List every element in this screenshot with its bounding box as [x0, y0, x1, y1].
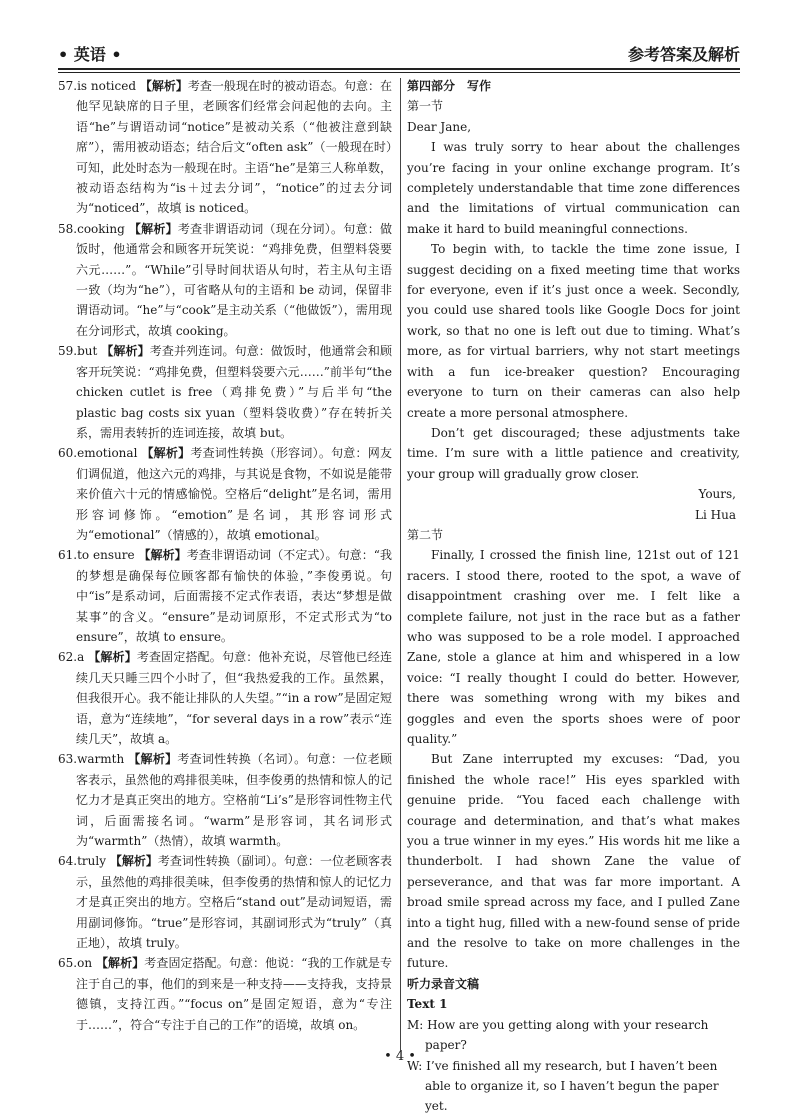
column-divider [400, 78, 401, 1050]
page-header [58, 42, 740, 64]
answer-item: 64.truly 【解析】考查词性转换（副词）。句意：一位老顾客表示，虽然他的鸡排很美味，但李俊勇的热情和惊人的记忆力才是真正突出的地方。空格后“stand out”是动词短语，需用副词修饰。“true”是形容词，其副词形式为“truly”（真正地），故填 truly。 [58, 854, 392, 951]
story-paragraph: But Zane interrupted my excuses: “Dad, you finished the whole race!” His eyes sparkled with genuine pride. “You faced each challenge with courage and determination, and that’s what makes you a true winner in my eyes.” His words hit me like a thunderbolt. I had shown Zane the value of perseverance, and that was far more important. A broad smile spread across my face, and I pulled Zane into a tight hug, filled with a new-found sense of pride and the resolve to take on more challenges in the future. [407, 752, 740, 971]
letter-paragraph: I was truly sorry to hear about the challenges you’re facing in your online exchange program. It’s completely understandable that time zone differences and the limitations of virtual communication can make it hard to build meaningful connections. [407, 140, 740, 236]
letter-closing: Yours, [698, 487, 736, 502]
dialogue-line: M: How are you getting along with your research paper? [407, 1017, 709, 1053]
text-label: Text 1 [407, 997, 448, 1012]
section-title: 参考答案及解析 [627, 45, 740, 64]
header-rule-thin [58, 72, 740, 73]
answer-column [58, 76, 392, 1035]
answer-item: 57.is noticed 【解析】考查一般现在时的被动语态。句意：在他罕见缺席的日子里，老顾客们经常会问起他的去向。主语“he”与谓语动词“notice”是被动关系（“他被注意到缺席”），需用被动语态；结合后文“often ask”（一般现在时）可知，此处时态为一般现在时。主语“he”是第三人称单数，被动语态结构为“is＋过去分词”，“notice”的过去分词为“noticed”，故填 is noticed。 [58, 79, 392, 216]
answer-item: 62.a 【解析】考查固定搭配。句意：他补充说，尽管他已经连续几天只睡三四个小时了，但“我热爱我的工作。虽然累，但我很开心。我不能让排队的人失望。”“in a row”是固定短语，意为“连续地”，“for several days in a row”表示“连续几天”，故填 a。 [58, 650, 392, 746]
subject-label: • 英语 • [58, 45, 122, 64]
dialogue-line: W: I’ve finished all my research, but I haven’t been able to organize it, so I haven’t begun the paper yet. [407, 1058, 719, 1114]
letter-paragraph: To begin with, to tackle the time zone issue, I suggest deciding on a fixed meeting time that works for everyone, even if it’s just once a week. Secondly, you could use shared tools like Google Docs for joint work, so that no one is left out due to timing. What’s more, as for virtual barriers, why not start meetings with a fun ice-breaker question? Encouraging everyone to turn on their cameras can also help create a more personal atmosphere. [407, 242, 740, 420]
answer-item: 65.on 【解析】考查固定搭配。句意：他说：“我的工作就是专注于自己的事，他们的到来是一种支持——支持我，支持景德镇，支持江西。”“focus on”是固定短语，意为“专注于……”，符合“专注于自己的工作”的语境，故填 on。 [58, 956, 392, 1032]
letter-signature: Li Hua [695, 507, 736, 522]
page-number: • 4 • [384, 1049, 416, 1064]
section-heading: 第二节 [407, 527, 444, 542]
section-heading: 第一节 [407, 99, 444, 114]
answer-item: 61.to ensure 【解析】考查非谓语动词（不定式）。句意：“我的梦想是确保每位顾客都有愉快的体验，”李俊勇说。句中“is”是系动词，后面需接不定式作表语，表达“梦想是做某事”的含义。“ensure”是动词原形，不定式形式为“to ensure”，故填 to ensure。 [58, 548, 392, 644]
answer-item: 58.cooking 【解析】考查非谓语动词（现在分词）。句意：做饭时，他通常会和顾客开玩笑说：“鸡排免费，但塑料袋要六元……”。“While”引导时间状语从句时，若主从句主语一致（均为“he”），可省略从句的主语和 be 动词，保留非谓语动词。“he”与“cook”是主动关系（“他做饭”），需用现在分词形式，故填 cooking。 [58, 221, 392, 338]
answer-item: 60.emotional 【解析】考查词性转换（形容词）。句意：网友们调侃道，他这六元的鸡排，与其说是食物，不如说是能带来价值六十元的情感愉悦。空格后“delight”是名词，需用形容词修饰。“emotion”是名词，其形容词形式为“emotional”（情感的），故填 emotional。 [58, 446, 392, 542]
part-title: 第四部分 写作 [407, 79, 492, 93]
answer-item: 59.but 【解析】考查并列连词。句意：做饭时，他通常会和顾客开玩笑说：“鸡排免费，但塑料袋要六元……”前半句“the chicken cutlet is free（鸡排免费）”与后半句“the plastic bag costs six yuan（塑料袋收费）”存在转折关系，需用表转折的连词连接，故填 but。 [58, 344, 392, 440]
story-paragraph: Finally, I crossed the finish line, 121st out of 121 racers. I stood there, rooted to the spot, a wave of disappointment crashing over me. I felt like a complete failure, not just in the race but as a father who was supposed to be a role model. I approached Zane, stole a glance at him and whispered in a low voice: “I really thought I could do better. However, there was something wrong with my bikes and goggles and even the sports shoes were of poor quality.” [407, 548, 740, 746]
listening-title: 听力录音文稿 [407, 976, 480, 991]
letter-greeting: Dear Jane, [407, 119, 472, 134]
header-rule [58, 68, 740, 70]
answer-item: 63.warmth 【解析】考查词性转换（名词）。句意：一位老顾客表示，虽然他的鸡排很美味，但李俊勇的热情和惊人的记忆力才是真正突出的地方。空格前“Li’s”是形容词性物主代词，后面需接名词。“warm”是形容词，其名词形式为“warmth”（热情），故填 warmth。 [58, 752, 392, 849]
writing-column [407, 76, 740, 1117]
letter-paragraph: Don’t get discouraged; these adjustments take time. I’m sure with a little patience and creativity, your group will gradually grow closer. [407, 425, 740, 481]
